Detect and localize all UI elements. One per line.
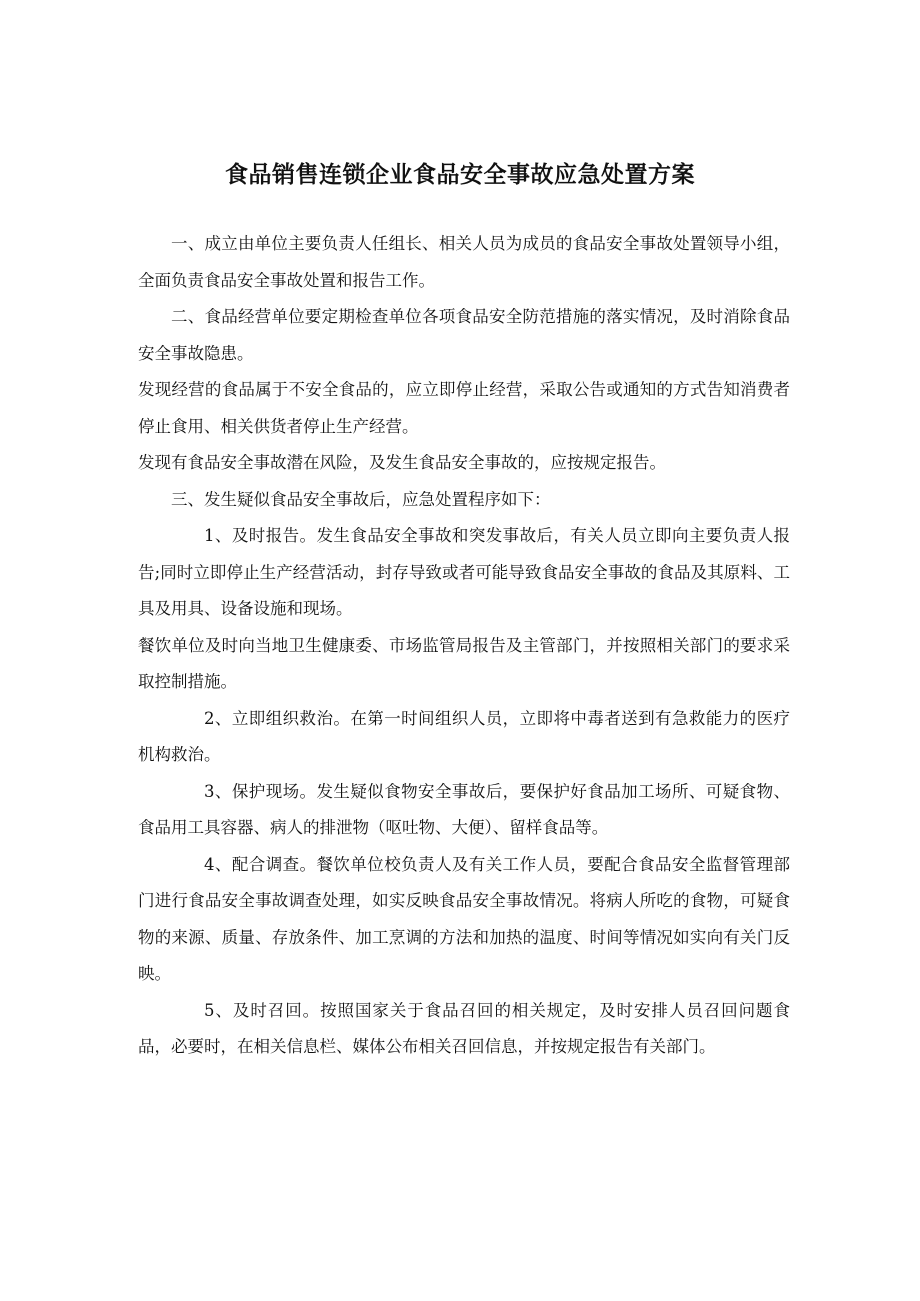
document-body: [138, 226, 790, 1066]
paragraph-section-2: 二、食品经营单位要定期检查单位各项食品安全防范措施的落实情况，及时消除食品安全事故隐患。: [138, 307, 790, 363]
paragraph-step-2: 2、立即组织救治。在第一时间组织人员，立即将中毒者送到有急救能力的医疗机构救治。: [138, 708, 790, 764]
paragraph-step-1: 1、及时报告。发生食品安全事故和突发事故后，有关人员立即向主要负责人报告;同时立即停止生产经营活动，封存导致或者可能导致食品安全事故的食品及其原料、工具及用具、设备设施和现场。: [138, 526, 790, 618]
document-title: 食品销售连锁企业食品安全事故应急处置方案: [225, 162, 695, 188]
paragraph-step-5: 5、及时召回。按照国家关于食品召回的相关规定，及时安排人员召回问题食品，必要时，在相关信息栏、媒体公布相关召回信息，并按规定报告有关部门。: [138, 1000, 790, 1056]
paragraph-section-1: 一、成立由单位主要负责人任组长、相关人员为成员的食品安全事故处置领导小组，全面负责食品安全事故处置和报告工作。: [138, 234, 790, 290]
paragraph-step-1-followup: 餐饮单位及时向当地卫生健康委、市场监管局报告及主管部门，并按照相关部门的要求采取控制措施。: [138, 635, 790, 691]
paragraph-step-3: 3、保护现场。发生疑似食物安全事故后，要保护好食品加工场所、可疑食物、食品用工具容器、病人的排泄物（呕吐物、大便）、留样食品等。: [138, 781, 790, 837]
paragraph-risk-report: 发现有食品安全事故潜在风险，及发生食品安全事故的，应按规定报告。: [138, 453, 666, 472]
paragraph-section-3: 三、发生疑似食品安全事故后，应急处置程序如下：: [171, 489, 551, 509]
paragraph-step-4: 4、配合调查。餐饮单位校负责人及有关工作人员，要配合食品安全监督管理部门进行食品安全事故调查处理，如实反映食品安全事故情况。将病人所吃的食物，可疑食物的来源、质量、存放条件、加工烹调的方法和加热的温度、时间等情况如实向有关门反映。: [138, 854, 790, 983]
paragraph-unsafe-food: 发现经营的食品属于不安全食品的，应立即停止经营，采取公告或通知的方式告知消费者停止食用、相关供货者停止生产经营。: [138, 380, 790, 436]
